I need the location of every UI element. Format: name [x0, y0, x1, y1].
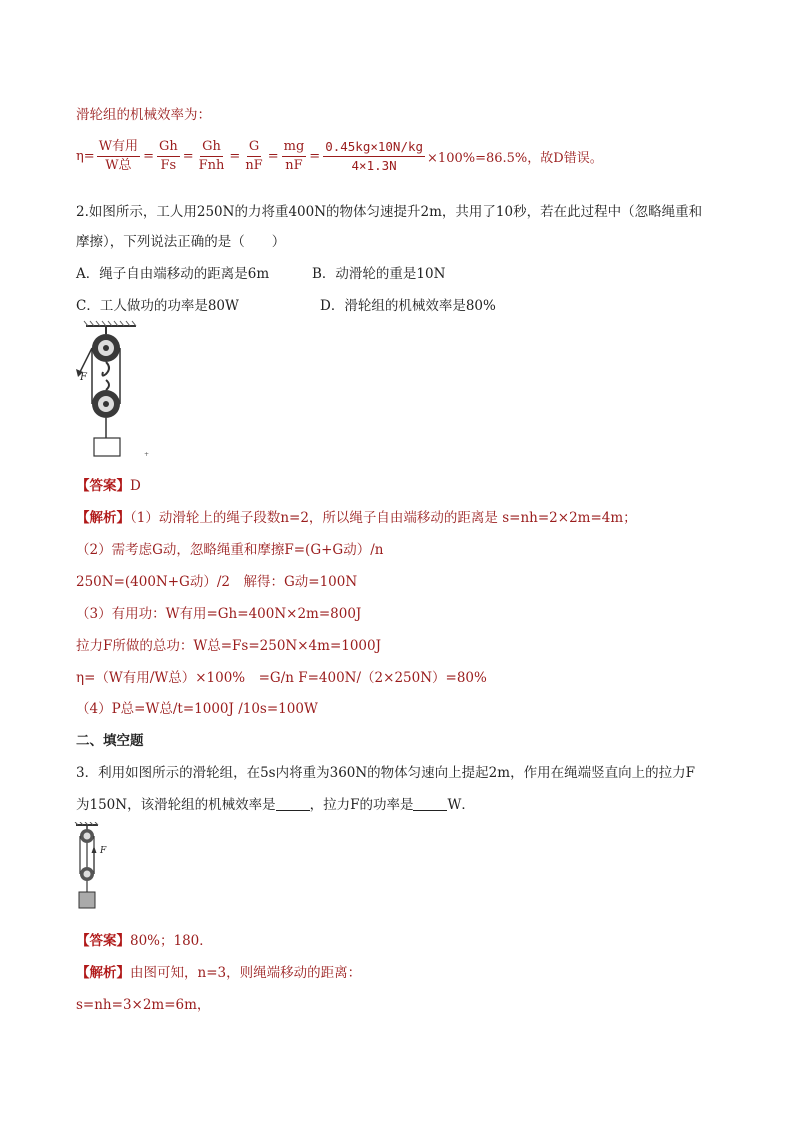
q2-answer-tag: 【答案】 [76, 478, 130, 494]
q3-answer-tag: 【答案】 [76, 933, 130, 949]
q2-analysis-line7: （4）P总=W总/t=1000J /10s=100W [76, 701, 318, 717]
q2-option-d: D．滑轮组的机械效率是80% [320, 298, 496, 314]
q3-blank-efficiency[interactable] [276, 796, 310, 811]
q3-analysis-tag: 【解析】 [76, 965, 130, 981]
svg-text:+: + [144, 451, 150, 458]
q3-blank-power[interactable] [413, 796, 447, 811]
q2-answer-value: D [130, 478, 141, 494]
formula-fraction-2: $\frac{Gh}{Fs}$ [158, 138, 178, 173]
q2-analysis-line2: （2）需考虑G动，忽略绳重和摩擦F=(G+G动）/n [76, 542, 384, 558]
formula-fraction-1: $\frac{\text{W有用}}{\text{W总}}$ [98, 138, 139, 173]
q2-option-a: A．绳子自由端移动的距离是6m [76, 266, 270, 282]
efficiency-formula: η= $\frac{\text{W有用}}{\text{W总}}$ = $\frac{Gh}{Fs}$ = $\frac{Gh}{\text{Fnh}}$ = $\frac{G}{nF}$ = $\frac{mg}{nF}$ = $\frac{0.45kg\times 10N/kg}{4\times 1.3N}$ ×100%=86.5%，故D错误。 [76, 138, 603, 173]
formula-fraction-4: $\frac{G}{nF}$ [245, 138, 263, 173]
q3-analysis-line2: s=nh=3×2m=6m， [76, 997, 211, 1013]
q2-analysis-tag: 【解析】 [76, 510, 130, 526]
formula-fraction-3: $\frac{Gh}{\text{Fnh}}$ [198, 138, 225, 173]
q2-analysis-line5: 拉力F所做的总功：W总=Fs=250N×4m=1000J [76, 638, 382, 654]
q3-answer-value: 80%；180． [130, 933, 213, 949]
q2-answer [76, 474, 141, 494]
q2-analysis-line3: 250N=(400N+G动）/2 解得：G动=100N [76, 574, 358, 590]
q3-analysis-line1: 由图可知，n=3，则绳端移动的距离： [130, 965, 362, 981]
q3-figure-label-f: F [100, 846, 107, 856]
q2-figure-label-f: F [80, 372, 87, 383]
q3-analysis-line1-wrap [76, 961, 361, 981]
q2-option-b: B．动滑轮的重是10N [312, 266, 446, 282]
efficiency-heading: 滑轮组的机械效率为： [76, 107, 211, 123]
formula-fraction-5: $\frac{mg}{nF}$ [283, 138, 305, 173]
q2-pulley-figure [70, 320, 160, 460]
q2-analysis-line4: （3）有用功：W有用=Gh=400N×2m=800J [76, 606, 362, 622]
q3-pulley-figure [72, 822, 112, 914]
section-heading-fill-in: 二、填空题 [76, 733, 144, 749]
q3-stem-line2: 为150N，该滑轮组的机械效率是 ，拉力F的功率是 W． [76, 797, 475, 813]
q2-stem-line1: 2.如图所示，工人用250N的力将重400N的物体匀速提升2m，共用了10秒，若在此过程中（忽略绳重和 [76, 204, 703, 220]
q2-analysis-line1-wrap [76, 506, 637, 526]
q2-stem-line2: 摩擦），下列说法正确的是（ ） [76, 234, 286, 250]
formula-eta: η= [76, 148, 95, 164]
formula-fraction-6: $\frac{0.45kg\times 10N/kg}{4\times 1.3N}$ [325, 138, 424, 173]
q2-option-c: C．工人做功的功率是80W [76, 298, 239, 314]
q2-analysis-line6: η=（W有用/W总）×100% =G/n F=400N/（2×250N）=80% [76, 670, 487, 686]
q2-analysis-line1: （1）动滑轮上的绳子段数n=2，所以绳子自由端移动的距离是 s=nh=2×2m=4m； [130, 510, 637, 526]
formula-conclusion: ×100%=86.5%，故D错误。 [427, 150, 603, 166]
q3-answer [76, 929, 213, 949]
q3-stem-line1: 3．利用如图所示的滑轮组，在5s内将重为360N的物体匀速向上提起2m，作用在绳端竖直向上的拉力F [76, 765, 695, 781]
